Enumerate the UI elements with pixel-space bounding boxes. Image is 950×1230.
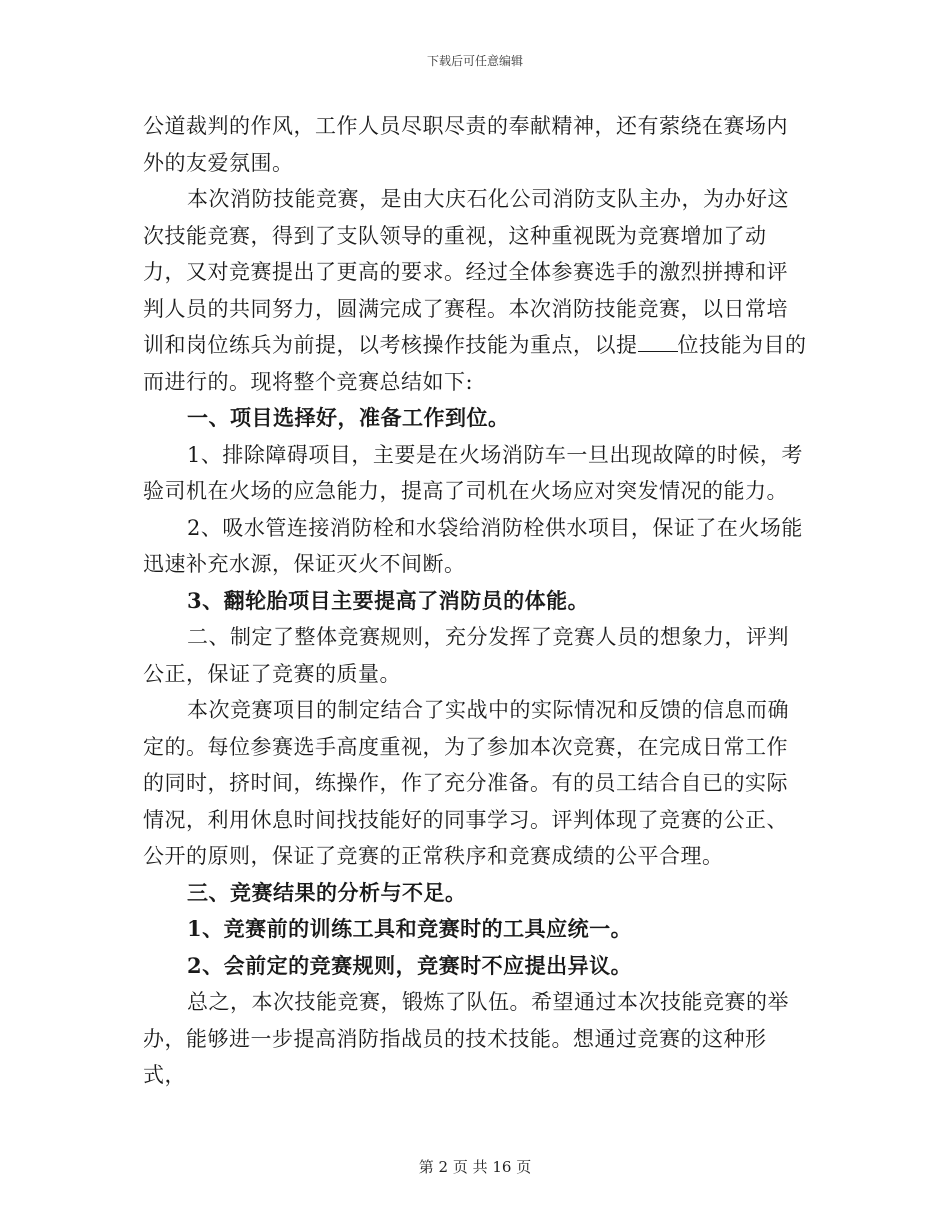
paragraph: 二、制定了整体竞赛规则，充分发挥了竞赛人员的想象力，评判公正，保证了竞赛的质量。 [143,625,789,686]
paragraph-text: 位技能为目的而进行的。现将整个竞赛总结如下: [143,333,807,394]
section-heading: 一、项目选择好，准备工作到位。 [187,405,510,430]
paragraph: 1、排除障碍项目，主要是在火场消防车一旦出现故障的时候，考验司机在火场的应急能力，提高了司机在火场应对突发情况的能力。 [143,442,803,503]
paragraph: 本次竞赛项目的制定结合了实战中的实际情况和反馈的信息而确定的。每位参赛选手高度重视，为了参加本次竞赛，在完成日常工作的同时，挤时间，练操作，作了充分准备。有的员工结合自已的实际情况，利用休息时间找技能好的同事学习。评判体现了竞赛的公正、公开的原则，保证了竞赛的正常秩序和竞赛成绩的公平合理。 [143,698,789,868]
paragraph: 2、吸水管连接消防栓和水袋给消防栓供水项目，保证了在火场能迅速补充水源，保证灭火不间断。 [143,515,803,576]
section-heading: 三、竞赛结果的分析与不足。 [187,879,467,905]
page-header: 下载后可任意编辑 [426,54,523,68]
fill-blank [638,333,678,352]
document-body [143,108,807,1094]
section-heading: 1、竞赛前的训练工具和竞赛时的工具应统一。 [187,916,633,941]
paragraph [143,181,807,400]
paragraph: 总之，本次技能竞赛，锻炼了队伍。希望通过本次技能竞赛的举办，能够进一步提高消防指战员的技术技能。想通过竞赛的这种形式， [143,990,789,1087]
paragraph-text: 本次消防技能竞赛，是由大庆石化公司消防支队主办，为办好这次技能竞赛，得到了支队领导的重视，这种重视既为竞赛增加了动力，又对竞赛提出了更高的要求。经过全体参赛选手的激烈拼搏和评判人员的共同努力，圆满完成了赛程。本次消防技能竞赛，以日常培训和岗位练兵为前提，以考核操作技能为重点，以提 [143,187,789,357]
section-heading: 3、翻轮胎项目主要提高了消防员的体能。 [187,587,590,613]
page-footer: 第 2 页 共 16 页 [418,1158,532,1176]
paragraph: 公道裁判的作风，工作人员尽职尽责的奉献精神，还有萦绕在赛场内外的友爱氛围。 [143,114,788,175]
section-heading: 2、会前定的竞赛规则，竞赛时不应提出异议。 [187,952,633,978]
